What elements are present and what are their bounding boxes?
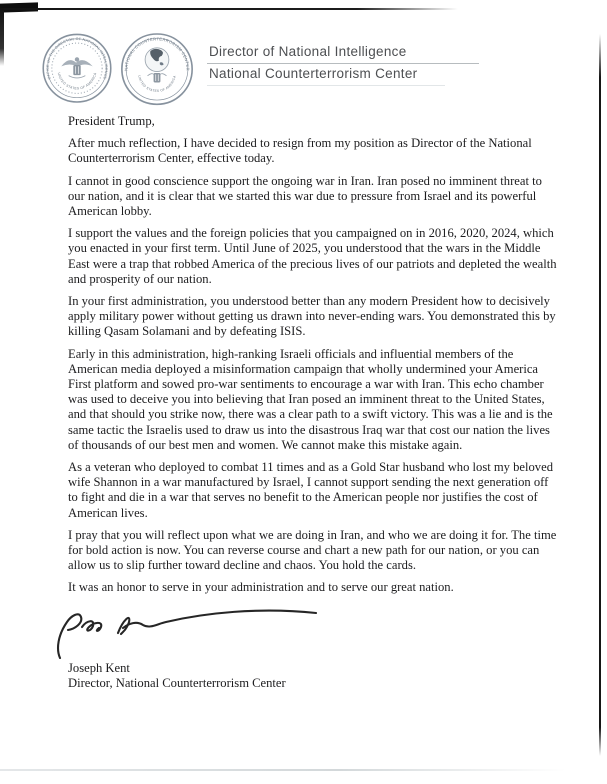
scan-artifact-left-edge	[0, 8, 4, 66]
letter-paragraph: As a veteran who deployed to combat 11 times and as a Gold Star husband who lost my beloved wife Shannon in a war manufactured by Israel, I cannot support sending the next generation off to fight and die in a war that serves no benefit to the American people nor justifies the cost of American lives.	[68, 460, 553, 520]
odni-seal-icon	[40, 31, 114, 111]
handwritten-signature	[54, 603, 324, 659]
odni-seal-ring-text: OFFICE OF THE DIRECTOR OF NATIONAL INTELLIGENCE	[45, 37, 109, 80]
letter-paragraph: In your first administration, you understood better than any modern President how to decisively apply military power without getting us drawn into never-ending wars. You demonstrated this by killing Qasam Solamani and by defeating ISIS.	[68, 294, 556, 339]
letter-paragraph: I support the values and the foreign policies that you campaigned on in 2016, 2020, 2024, which you enacted in your first term. Until June of 2025, you understood that the wars in the Middle East were a trap that robbed America of the precious lives of our patriots and depleted the wealth and prosperity of our nation.	[68, 226, 557, 286]
letterhead-line-dni: Director of National Intelligence	[207, 42, 479, 64]
letter-paragraph: I pray that you will reflect upon what we are doing in Iran, and who we are doing it for. The time for bold action is now. You can reverse course and chart a new path for our nation, or you can allow us to slip further toward decline and chaos. You hold the cards.	[68, 527, 557, 573]
scan-artifact-right-edge	[599, 34, 601, 756]
letterhead-org-block	[207, 42, 479, 86]
letterhead-line-nctc: National Counterterrorism Center	[207, 64, 445, 86]
letter-paragraph: After much reflection, I have decided to resign from my position as Director of the National Counterterrorism Center, effective today.	[68, 136, 532, 166]
nctc-seal-bottom-text: UNITED STATES OF AMERICA	[137, 74, 177, 93]
odni-seal-bottom-text: UNITED STATES OF AMERICA	[56, 72, 98, 91]
letter-paragraph: I cannot in good conscience support the ongoing war in Iran. Iran posed no imminent threat to our nation, and it is clear that we started this war due to pressure from Israel and its powerful American lobby.	[68, 173, 542, 219]
nctc-seal-icon	[119, 31, 195, 113]
scan-artifact-top-edge	[0, 8, 458, 10]
signature-block	[68, 661, 560, 691]
salutation: President Trump,	[68, 114, 155, 128]
letter-paragraph: Early in this administration, high-ranking Israeli officials and influential members of the American media deployed a misinformation campaign that wholly undermined your America First platform and sowed pro-war sentiments to encourage a war with Iran. This echo chamber was used to deceive you into believing that Iran posed an imminent threat to the United States, and that should you strike now, there was a clear path to a swift victory. This was a lie and is the same tactic the Israelis used to draw us into the disastrous Iraq war that cost our nation the lives of thousands of our best men and women. We cannot make this mistake again.	[68, 346, 553, 452]
signature-area	[68, 603, 560, 691]
signer-title: Director, National Counterterrorism Center	[68, 675, 286, 690]
nctc-seal-ring-text: NATIONAL COUNTERTERRORISM CENTER	[123, 36, 191, 71]
signer-name: Joseph Kent	[68, 660, 130, 675]
scan-artifact-bottom-edge	[0, 769, 566, 771]
letter-paragraph: It was an honor to serve in your administration and to serve our great nation.	[68, 580, 454, 595]
letter-body	[68, 114, 560, 691]
